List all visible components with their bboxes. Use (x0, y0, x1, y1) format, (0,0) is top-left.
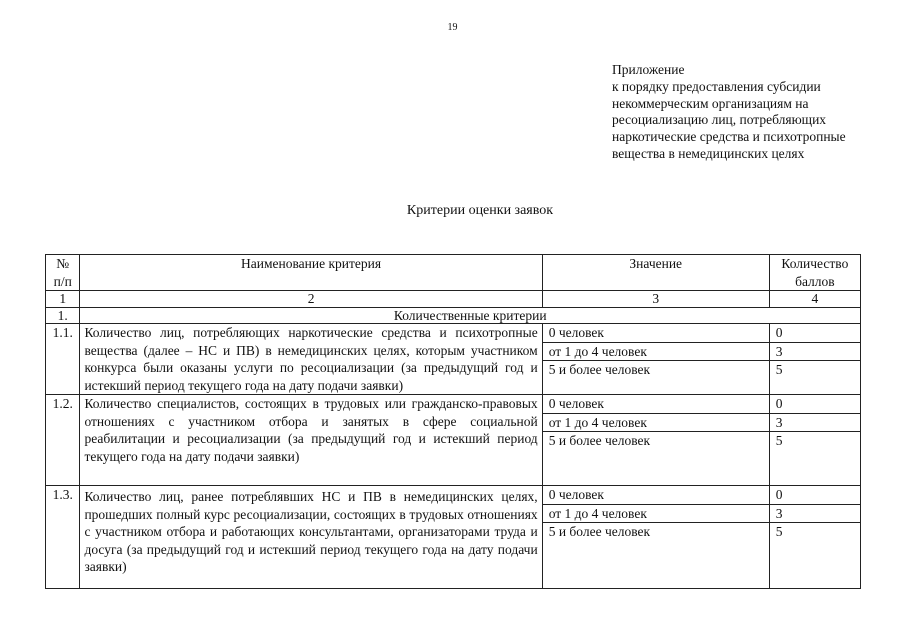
value-option: от 1 до 4 человек (543, 414, 769, 433)
criterion-name (80, 486, 542, 589)
points-cell (769, 486, 860, 589)
header-name: Наименование критерия (80, 255, 542, 291)
points-cell (769, 395, 860, 486)
value-cell (542, 395, 769, 486)
header-value: Значение (542, 255, 769, 291)
page-number: 19 (447, 22, 458, 33)
table-header-row (46, 255, 861, 291)
points-cell (769, 324, 860, 395)
value-option: 0 человек (543, 395, 769, 414)
column-number: 4 (769, 291, 860, 308)
appendix-note (612, 62, 902, 163)
column-number: 2 (80, 291, 542, 308)
appendix-line: некоммерческим организациям на (612, 95, 809, 111)
row-num: 1.1. (46, 324, 80, 395)
header-num: № п/п (46, 255, 80, 291)
criterion-text: Количество лиц, потребляющих наркотические средства и психотропные вещества (далее – НС и ПВ) в немедицинских целях, которым участником конкурса были оказаны услуги по ресоциализации (за предыдущий год и истекший период текущего года на дату подачи заявки) (84, 325, 538, 393)
value-option: 5 и более человек (548, 433, 651, 448)
criterion-text: Количество специалистов, состоящих в трудовых или гражданско-правовых отношениях с участником отбора и занятых в сфере социальной реабилитации и ресоциализации (за предыдущий год и истекший период текущего года на дату подачи заявки) (84, 396, 538, 464)
value-cell (542, 486, 769, 589)
points-option: 0 (770, 395, 860, 414)
appendix-line: Приложение (612, 62, 685, 77)
criterion-name (80, 395, 542, 486)
appendix-line: ресоциализацию лиц, потребляющих (612, 112, 827, 128)
cell-spacer (84, 465, 537, 485)
points-option: 0 (770, 324, 860, 343)
row-num: 1.3. (46, 486, 80, 589)
row-num: 1.2. (46, 395, 80, 486)
points-option: 3 (770, 505, 860, 524)
table-row (46, 395, 861, 486)
value-option: 5 и более человек (548, 362, 651, 377)
points-option: 5 (775, 433, 783, 448)
section-row (46, 308, 861, 324)
document-title: Критерии оценки заявок (406, 203, 554, 218)
points-option: 3 (770, 343, 860, 362)
points-option: 5 (775, 362, 783, 377)
value-option: 5 и более человек (548, 524, 651, 539)
table-row (46, 324, 861, 395)
section-num: 1. (46, 308, 80, 324)
value-cell (542, 324, 769, 395)
appendix-line: к порядку предоставления субсидии (612, 78, 821, 94)
value-option: 0 человек (543, 324, 769, 343)
appendix-line: наркотические средства и психотропные (612, 129, 846, 145)
value-option: от 1 до 4 человек (543, 343, 769, 362)
column-number: 3 (542, 291, 769, 308)
points-option: 5 (775, 524, 783, 539)
criterion-name (80, 324, 542, 395)
points-option: 3 (770, 414, 860, 433)
appendix-line: вещества в немедицинских целях (612, 145, 805, 161)
cell-spacer (84, 576, 537, 588)
header-points: Количество баллов (769, 255, 860, 291)
table-row (46, 486, 861, 589)
criteria-table (45, 254, 861, 589)
column-number: 1 (46, 291, 80, 308)
value-option: 0 человек (543, 486, 769, 505)
points-option: 0 (770, 486, 860, 505)
section-title: Количественные критерии (80, 308, 861, 324)
column-numbers-row (46, 291, 861, 308)
criterion-text: Количество лиц, ранее потреблявших НС и ПВ в немедицинских целях, прошедших полный курс ресоциализации, состоящих в трудовых отношениях с участником отбора и работающих консультантами, организаторами труда и досуга (за предыдущий год и истекший период текущего года на дату подачи заявки) (84, 489, 538, 574)
value-option: от 1 до 4 человек (543, 505, 769, 524)
